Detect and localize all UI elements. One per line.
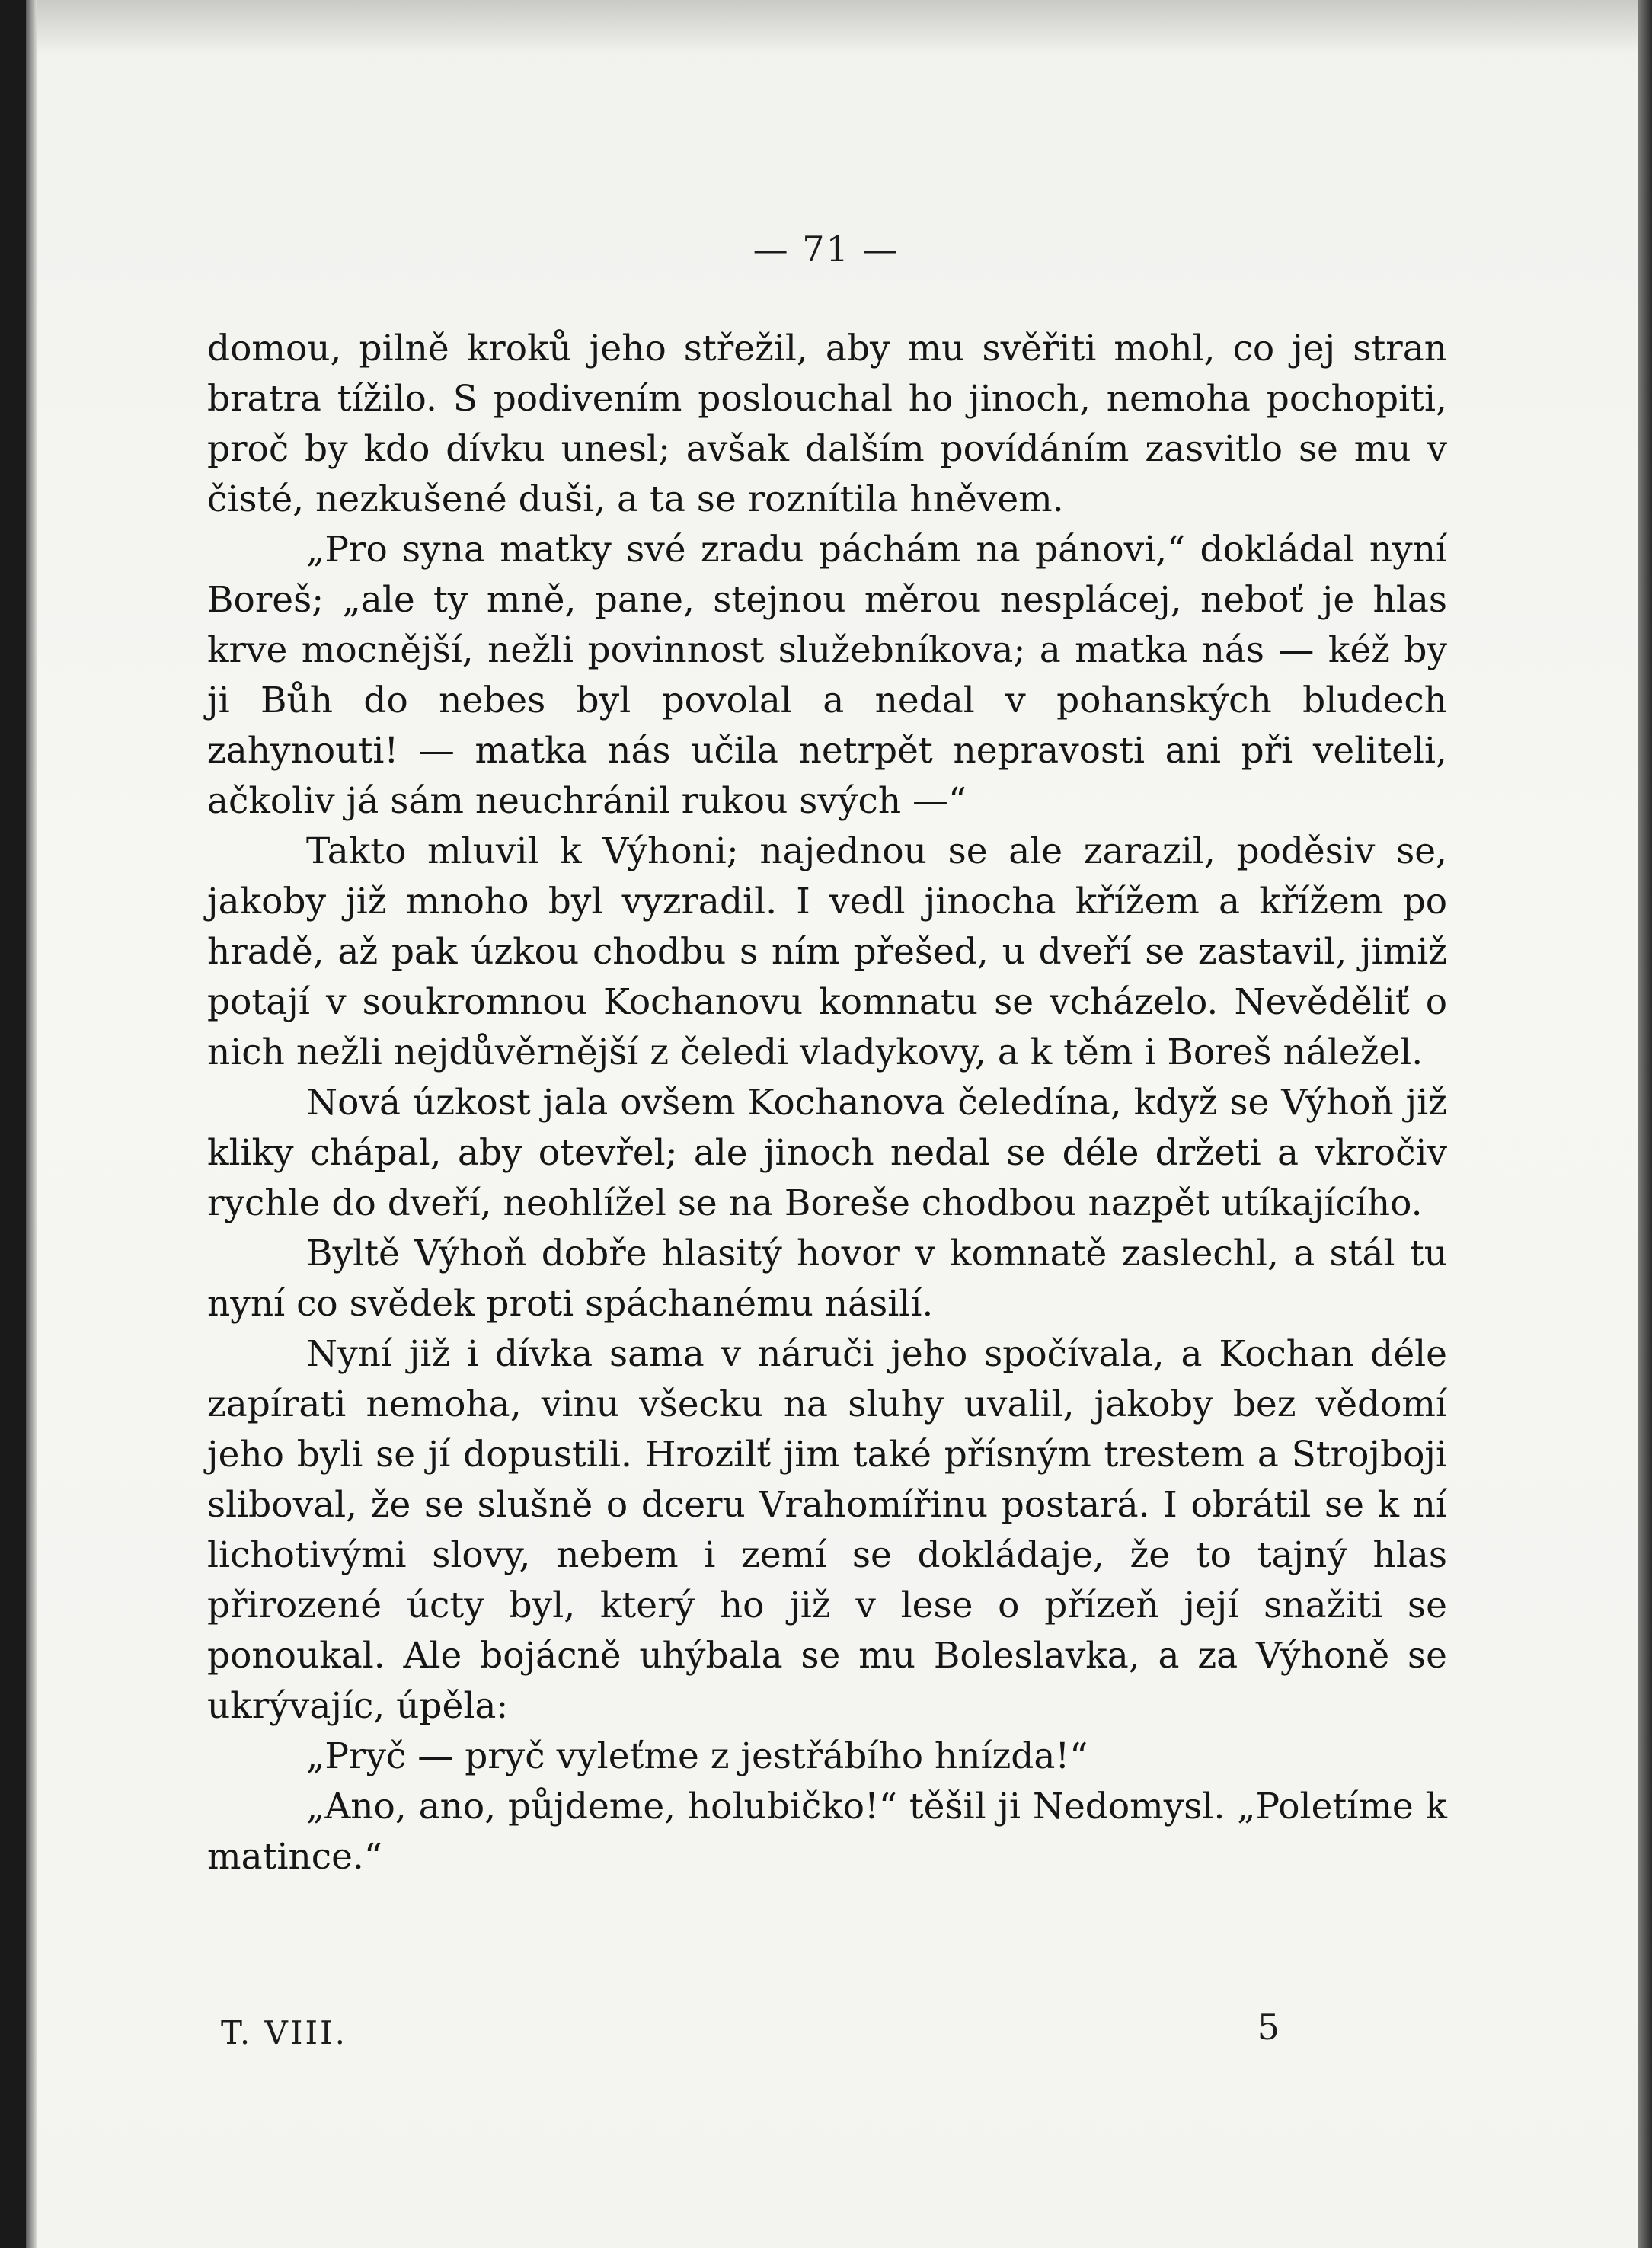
- paragraph: Nyní již i dívka sama v náruči jeho spočívala, a Kochan déle zapírati nemoha, vinu všecku na sluhy uvalil, jakoby bez vědomí jeho byli se jí dopustili. Hrozilť jim také přísným trestem a Strojboji sliboval, že se slušně o dceru Vrahomířinu postará. I obrátil se k ní lichotivými slovy, nebem i zemí se dokládaje, že to tajný hlas přirozené úcty byl, který ho již v lese o přízeň její snažiti se ponoukal. Ale bojácně uhýbala se mu Boleslavka, a za Výhoně se ukrývajíc, úpěla:: [207, 1333, 1447, 1727]
- paragraph-continuation: domou, pilně kroků jeho střežil, aby mu svěřiti mohl, co jej stran bratra tížilo. S podivením poslouchal ho jinoch, nemoha pochopiti, proč by kdo dívku unesl; avšak dalším povídáním zasvitlo se mu v čisté, nezkušené duši, a ta se roznítila hněvem.: [207, 328, 1447, 520]
- right-edge-shadow: [1638, 0, 1652, 2248]
- paragraph: „Pryč — pryč vyleťme z jestřábího hnízda!“: [306, 1735, 1088, 1777]
- paragraph: Byltě Výhoň dobře hlasitý hovor v komnatě zaslechl, a stál tu nyní co svědek proti spáchanému násilí.: [207, 1233, 1447, 1325]
- paragraph: „Ano, ano, půjdeme, holubičko!“ těšil ji Nedomysl. „Poletíme k matince.“: [207, 1786, 1447, 1878]
- top-edge-shadow: [37, 0, 1638, 53]
- footer-sheet-number: 5: [1257, 2007, 1280, 2048]
- page-body: [207, 324, 1447, 1882]
- footer-signature: T. VIII.: [221, 2014, 347, 2051]
- paragraph: Takto mluvil k Výhoni; najednou se ale zarazil, poděsiv se, jakoby již mnoho byl vyzradil. I vedl jinocha křížem a křížem po hradě, až pak úzkou chodbu s ním přešed, u dveří se zastavil, jimiž potají v soukromnou Kochanovu komnatu se vcházelo. Nevěděliť o nich nežli nejdůvěrnější z čeledi vladykovy, a k těm i Boreš náležel.: [207, 830, 1447, 1073]
- binding-edge-gradient: [26, 0, 37, 2248]
- binding-edge-shadow: [0, 0, 26, 2248]
- page-number: — 71 —: [753, 229, 899, 270]
- paragraph: Nová úzkost jala ovšem Kochanova čeledína, když se Výhoň již kliky chápal, aby otevřel; ale jinoch nedal se déle držeti a vkročiv rychle do dveří, neohlížel se na Boreše chodbou nazpět utíkajícího.: [207, 1082, 1447, 1224]
- paragraph: „Pro syna matky své zradu páchám na pánovi,“ dokládal nyní Boreš; „ale ty mně, pane, stejnou měrou nesplácej, neboť je hlas krve mocnější, nežli povinnost služebníkova; a matka nás — kéž by ji Bůh do nebes byl povolal a nedal v pohanských bludech zahynouti! — matka nás učila netrpět nepravosti ani při veliteli, ačkoliv já sám neuchránil rukou svých —“: [207, 529, 1447, 822]
